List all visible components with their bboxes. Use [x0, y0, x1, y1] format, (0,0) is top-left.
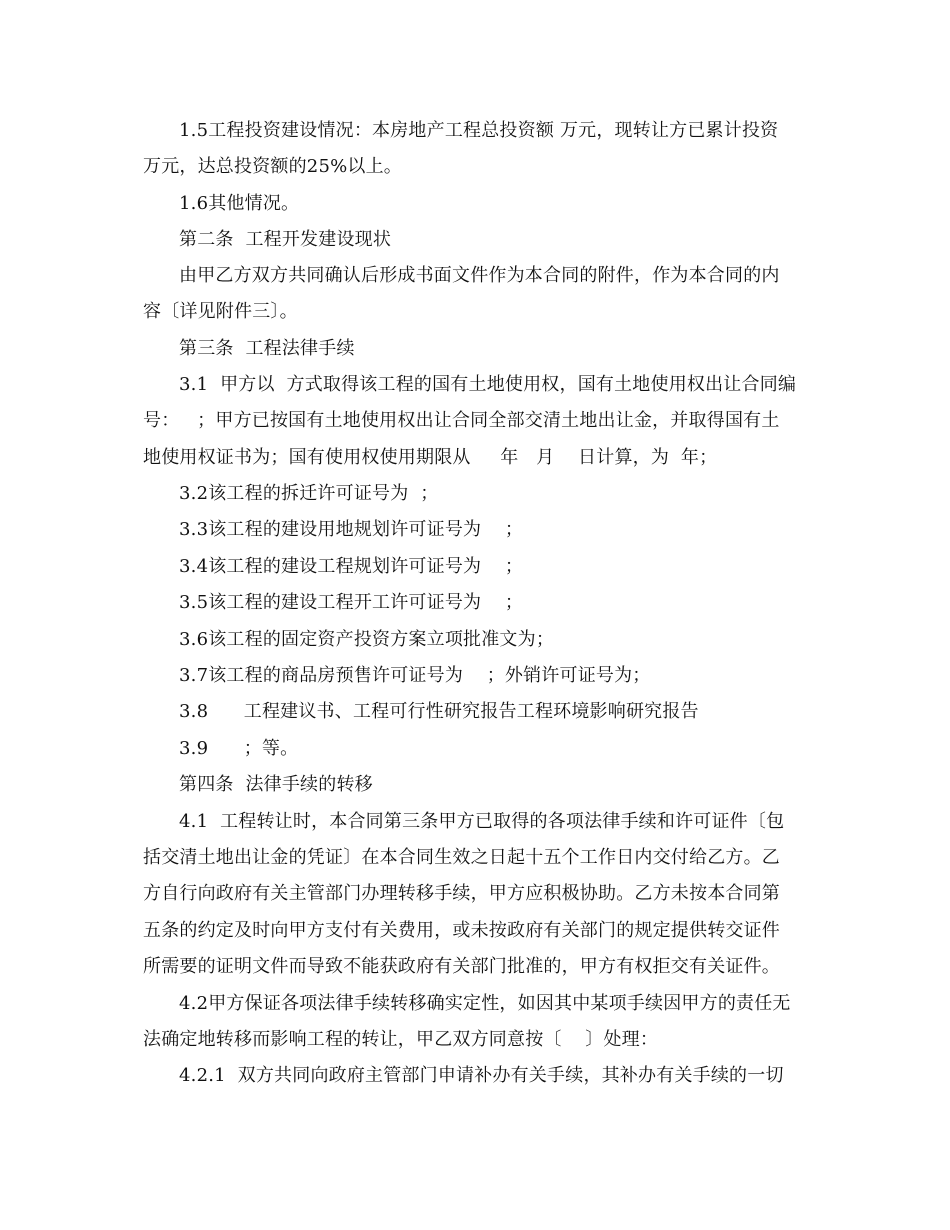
article-4-heading: 第四条 法律手续的转移 — [179, 774, 373, 795]
paragraph-1-5-line-1: 1.5工程投资建设情况：本房地产工程总投资额 万元，现转让方已累计投资 — [179, 120, 779, 141]
paragraph-3-4: 3.4该工程的建设工程规划许可证号为 ； — [179, 556, 524, 577]
article-2-heading: 第二条 工程开发建设现状 — [179, 229, 392, 250]
paragraph-3-5: 3.5该工程的建设工程开工许可证号为 ； — [179, 592, 524, 613]
article-3-heading: 第三条 工程法律手续 — [179, 338, 355, 359]
paragraph-3-7: 3.7该工程的商品房预售许可证号为 ；外销许可证号为； — [179, 665, 651, 686]
paragraph-3-3: 3.3该工程的建设用地规划许可证号为 ； — [179, 519, 524, 540]
paragraph-3-9: 3.9 ；等。 — [179, 738, 299, 759]
paragraph-3-1-line-2: 号： ；甲方已按国有土地使用权出让合同全部交清土地出让金，并取得国有土 — [143, 410, 780, 431]
paragraph-1-6: 1.6其他情况。 — [179, 193, 300, 214]
paragraph-4-1-line-5: 所需要的证明文件而导致不能获政府有关部门批准的，甲方有权拒交有关证件。 — [143, 956, 780, 977]
paragraph-3-1-line-3: 地使用权证书为；国有使用权使用期限从 年 月 日计算，为 年； — [143, 447, 718, 468]
paragraph-4-1-line-4: 五条的约定及时向甲方支付有关费用，或未按政府有关部门的规定提供转交证件 — [143, 920, 780, 941]
paragraph-3-8: 3.8 工程建议书、工程可行性研究报告工程环境影响研究报告 — [179, 701, 699, 722]
paragraph-4-1-line-2: 括交清土地出让金的凭证〕在本合同生效之日起十五个工作日内交付给乙方。乙 — [143, 847, 780, 868]
paragraph-3-1-line-1: 3.1 甲方以 方式取得该工程的国有土地使用权，国有土地使用权出让合同编 — [179, 374, 797, 395]
paragraph-4-1-line-1: 4.1 工程转让时，本合同第三条甲方已取得的各项法律手续和许可证件〔包 — [179, 811, 785, 832]
paragraph-1-5-line-2: 万元，达总投资额的25%以上。 — [143, 156, 403, 177]
article-2-text-line-1: 由甲乙方双方共同确认后形成书面文件作为本合同的附件，作为本合同的内 — [179, 265, 780, 286]
paragraph-3-2: 3.2该工程的拆迁许可证号为 ； — [179, 483, 439, 504]
article-2-text-line-2: 容〔详见附件三〕。 — [143, 301, 298, 322]
paragraph-4-2-line-1: 4.2甲方保证各项法律手续转移确实定性，如因其中某项手续因甲方的责任无 — [179, 993, 791, 1014]
paragraph-3-6: 3.6该工程的固定资产投资方案立项批准文为； — [179, 629, 555, 650]
paragraph-4-2-line-2: 法确定地转移而影响工程的转让，甲乙双方同意按〔 〕处理： — [143, 1029, 659, 1050]
paragraph-4-2-1-line-1: 4.2.1 双方共同向政府主管部门申请补办有关手续，其补办有关手续的一切 — [179, 1065, 784, 1086]
paragraph-4-1-line-3: 方自行向政府有关主管部门办理转移手续，甲方应积极协助。乙方未按本合同第 — [143, 883, 780, 904]
